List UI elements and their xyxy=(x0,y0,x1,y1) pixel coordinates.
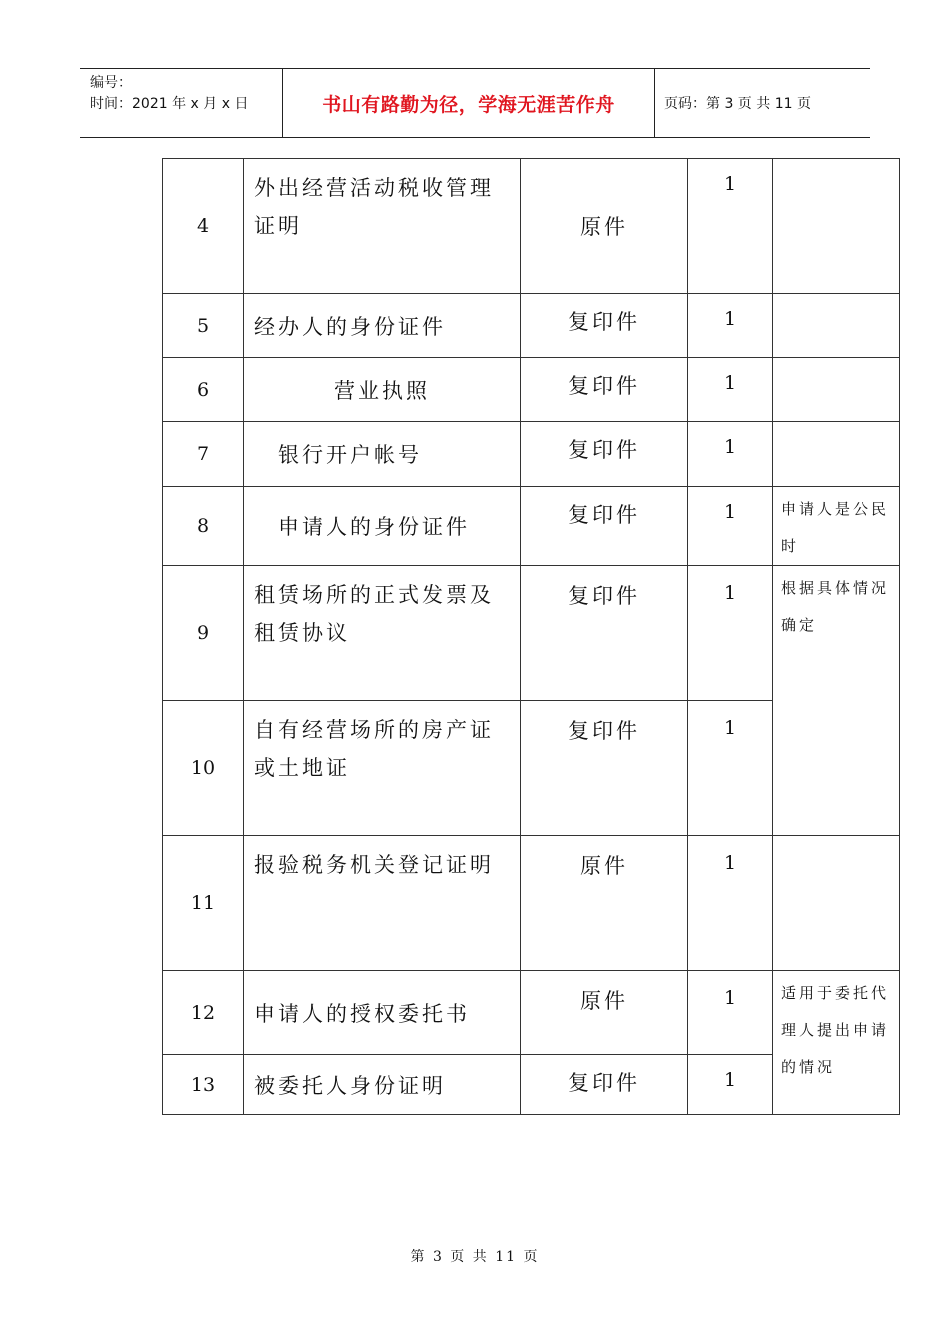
page-info: 页码：第 3 页 共 11 页 xyxy=(664,96,811,112)
material-quantity: 1 xyxy=(688,422,773,487)
material-quantity: 1 xyxy=(688,971,773,1055)
table-row xyxy=(163,971,900,1055)
material-name: 报验税务机关登记证明 xyxy=(244,836,521,971)
material-name: 外出经营活动税收管理证明 xyxy=(244,159,521,294)
material-quantity: 1 xyxy=(688,1055,773,1115)
material-note: 申请人是公民时 xyxy=(773,487,900,566)
material-name: 自有经营场所的房产证或土地证 xyxy=(244,701,521,836)
material-type: 原件 xyxy=(521,971,688,1055)
material-type: 复印件 xyxy=(521,701,688,836)
material-note xyxy=(773,358,900,422)
row-number: 6 xyxy=(163,358,244,422)
date-label: 时间：2021 年 x 月 x 日 xyxy=(90,96,249,112)
row-number: 13 xyxy=(163,1055,244,1115)
material-note xyxy=(773,294,900,358)
document-header xyxy=(80,68,870,138)
material-name: 被委托人身份证明 xyxy=(244,1055,521,1115)
table-row xyxy=(163,487,900,566)
material-quantity: 1 xyxy=(688,294,773,358)
material-type: 复印件 xyxy=(521,358,688,422)
materials-table xyxy=(162,158,900,1115)
material-note: 根据具体情况确定 xyxy=(773,566,900,836)
table-row xyxy=(163,358,900,422)
material-note xyxy=(773,159,900,294)
material-name: 申请人的身份证件 xyxy=(244,487,521,566)
material-name: 租赁场所的正式发票及租赁协议 xyxy=(244,566,521,701)
table-row xyxy=(163,294,900,358)
material-type: 复印件 xyxy=(521,294,688,358)
material-type: 复印件 xyxy=(521,422,688,487)
row-number: 12 xyxy=(163,971,244,1055)
page-footer: 第 3 页 共 11 页 xyxy=(410,1249,540,1265)
row-number: 11 xyxy=(163,836,244,971)
material-type: 复印件 xyxy=(521,566,688,701)
material-note xyxy=(773,836,900,971)
table-row xyxy=(163,566,900,701)
material-quantity: 1 xyxy=(688,566,773,701)
material-name: 经办人的身份证件 xyxy=(244,294,521,358)
doc-number-label: 编号： xyxy=(90,75,132,91)
material-quantity: 1 xyxy=(688,836,773,971)
table-row xyxy=(163,836,900,971)
material-type: 原件 xyxy=(521,159,688,294)
material-name: 银行开户帐号 xyxy=(244,422,521,487)
material-quantity: 1 xyxy=(688,358,773,422)
material-quantity: 1 xyxy=(688,487,773,566)
material-type: 原件 xyxy=(521,836,688,971)
table-row xyxy=(163,422,900,487)
row-number: 7 xyxy=(163,422,244,487)
material-name: 营业执照 xyxy=(244,358,521,422)
row-number: 8 xyxy=(163,487,244,566)
row-number: 4 xyxy=(163,159,244,294)
header-meta xyxy=(90,73,286,115)
table-row xyxy=(163,159,900,294)
row-number: 5 xyxy=(163,294,244,358)
header-divider xyxy=(654,69,655,137)
material-type: 复印件 xyxy=(521,1055,688,1115)
material-name: 申请人的授权委托书 xyxy=(244,971,521,1055)
motto: 书山有路勤为径，学海无涯苦作舟 xyxy=(322,93,615,116)
material-quantity: 1 xyxy=(688,159,773,294)
material-note xyxy=(773,422,900,487)
row-number: 10 xyxy=(163,701,244,836)
row-number: 9 xyxy=(163,566,244,701)
material-type: 复印件 xyxy=(521,487,688,566)
material-note: 适用于委托代理人提出申请的情况 xyxy=(773,971,900,1115)
material-quantity: 1 xyxy=(688,701,773,836)
